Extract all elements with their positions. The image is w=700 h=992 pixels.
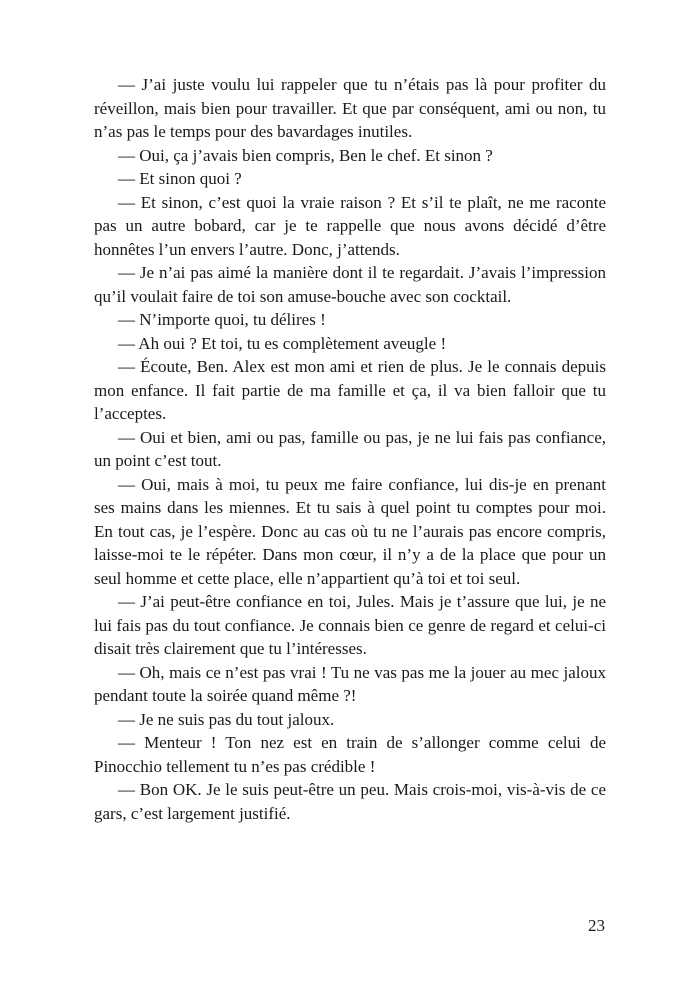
paragraph: — J’ai juste voulu lui rappeler que tu n’étais pas là pour profiter du réveillon, mais bien pour travailler. Et que par conséquent, ami ou non, tu n’as pas le temps pour des bavardages inutiles. xyxy=(94,75,606,141)
paragraph: — N’importe quoi, tu délires ! xyxy=(118,310,326,329)
paragraph: — Oui, ça j’avais bien compris, Ben le chef. Et sinon ? xyxy=(118,145,493,165)
paragraph: — Oh, mais ce n’est pas vrai ! Tu ne vas pas me la jouer au mec jaloux pendant toute la soirée quand même ?! xyxy=(94,662,606,705)
paragraph: — J’ai peut-être confiance en toi, Jules. Mais je t’assure que lui, je ne lui fais pas du tout confiance. Je connais bien ce genre de regard et celui-ci disait très clairement que tu l’intéresses. xyxy=(94,592,606,658)
paragraph: — Et sinon quoi ? xyxy=(118,169,242,188)
paragraph: — Écoute, Ben. Alex est mon ami et rien de plus. Je le connais depuis mon enfance. Il fait partie de ma famille et ça, il va bien falloir que tu l’acceptes. xyxy=(94,357,606,423)
page-number: 23 xyxy=(588,916,605,935)
paragraph: — Oui, mais à moi, tu peux me faire confiance, lui dis-je en prenant ses mains dans les miennes. Et tu sais à quel point tu comptes pour moi. En tout cas, je l’espère. Donc au cas où tu ne l’aurais pas encore compris, laisse-moi te le répéter. Dans mon cœur, il n’y a de la place que pour un seul homme et cette place, elle n’appartient qu’à toi et toi seul. xyxy=(94,474,606,588)
paragraph: — Et sinon, c’est quoi la vraie raison ? Et s’il te plaît, ne me raconte pas un autre bobard, car je te rappelle que nous avons décidé d’être honnêtes l’un envers l’autre. Donc, j’attends. xyxy=(94,192,606,259)
paragraph: — Je n’ai pas aimé la manière dont il te regardait. J’avais l’impression qu’il voulait faire de toi son amuse-bouche avec son cocktail. xyxy=(94,263,606,306)
paragraph: — Je ne suis pas du tout jaloux. xyxy=(118,709,335,729)
paragraph: — Menteur ! Ton nez est en train de s’allonger comme celui de Pinocchio tellement tu n’es pas crédible ! xyxy=(94,733,606,776)
paragraph: — Oui et bien, ami ou pas, famille ou pas, je ne lui fais pas confiance, un point c’est tout. xyxy=(94,427,606,470)
page-body xyxy=(94,73,606,825)
paragraph: — Ah oui ? Et toi, tu es complètement aveugle ! xyxy=(118,333,447,353)
paragraph: — Bon OK. Je le suis peut-être un peu. Mais crois-moi, vis-à-vis de ce gars, c’est largement justifié. xyxy=(94,780,606,823)
